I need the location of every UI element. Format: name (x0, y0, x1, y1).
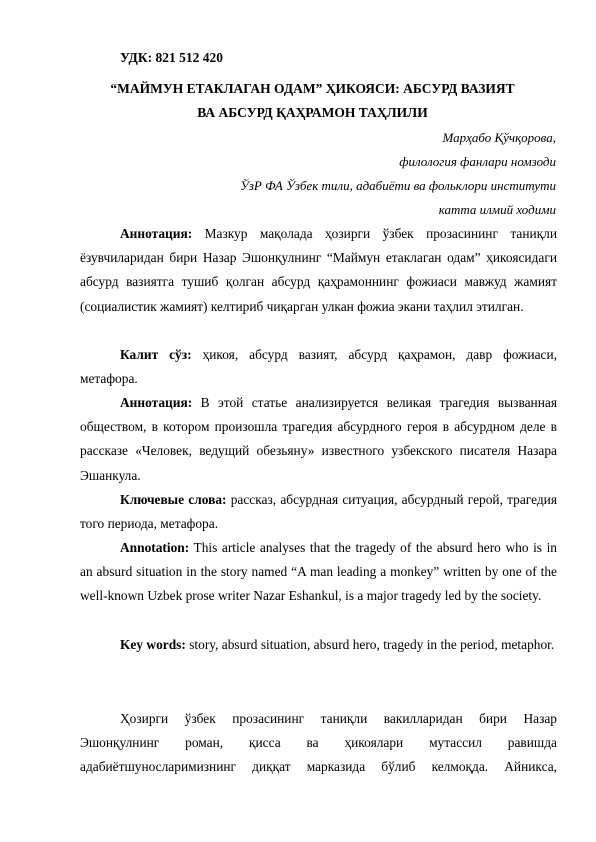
keywords-russian-text: рассказ, абсурдная ситуация, абсурдный герой, трагедия того периода, метафора. (80, 492, 557, 532)
keywords-uzbek-label: Калит сўз: (120, 347, 192, 362)
abstract-english-text: This article analyses that the tragedy of the absurd hero who is in an absurd situation in the story named “A man leading a monkey” written by one of the well-known Uzbek prose writer Nazar Eshankul, is a major tragedy led by the society. (80, 540, 557, 604)
abstract-uzbek (80, 222, 557, 319)
author-position: катта илмий ходими (438, 202, 556, 217)
abstract-english-label: Annotation: (120, 540, 190, 555)
udk-code: УДК: 821 512 420 (120, 50, 223, 65)
author-name: Марҳабо Қўчқорова, (442, 130, 556, 145)
abstract-russian-label: Аннотация: (120, 395, 193, 410)
abstract-russian-text: В этой статье анализируется великая трагедия вызванная обществом, в котором произошла трагедия абсурдного героя в абсурдном деле в рассказе «Человек, ведущий обезьяну» известного узбекского писателя Назара Эшанкула. (80, 395, 557, 483)
keywords-english (80, 633, 557, 657)
author-degree: филология фанлари номзоди (399, 154, 556, 169)
keywords-english-label: Key words: (120, 637, 186, 652)
abstract-uzbek-text: Мазкур мақолада ҳозирги ўзбек прозасининг таниқли ёзувчиларидан бири Назар Эшонқулнинг “Маймун етаклаган одам” ҳикоясидаги абсурд вазиятга тушиб қолган абсурд қаҳрамоннинг фожиаси мавжуд жамият (социалистик жамият) келтириб чиқарган улкан фожиа экани таҳлил этилган. (80, 226, 557, 314)
abstract-english (80, 536, 557, 609)
keywords-uzbek (80, 343, 557, 391)
article-title-line-2: ВА АБСУРД ҚАҲРАМОН ТАҲЛИЛИ (197, 105, 428, 120)
keywords-russian-label: Ключевые слова: (120, 492, 227, 507)
author-institute: ЎзР ФА Ўзбек тили, адабиёти ва фольклори институти (240, 178, 556, 193)
body-paragraph: Ҳозирги ўзбек прозасининг таниқли вакилларидан бири Назар Эшонқулнинг роман, қисса ва ҳикоялари мутассил равишда адабиётшуносларимизнинг диққат марказида бўлиб келмоқда. Айникса, (80, 711, 557, 775)
keywords-uzbek-text: ҳикоя, абсурд вазият, абсурд қаҳрамон, давр фожиаси, метафора. (80, 347, 557, 387)
keywords-russian (80, 488, 557, 536)
article-title-line-1: “МАЙМУН ЕТАКЛАГАН ОДАМ” ҲИКОЯСИ: АБСУРД ВАЗИЯТ (110, 81, 515, 96)
keywords-english-text: story, absurd situation, absurd hero, tragedy in the period, metaphor. (185, 637, 555, 652)
abstract-uzbek-label: Аннотация: (120, 226, 193, 241)
abstract-russian (80, 391, 557, 488)
